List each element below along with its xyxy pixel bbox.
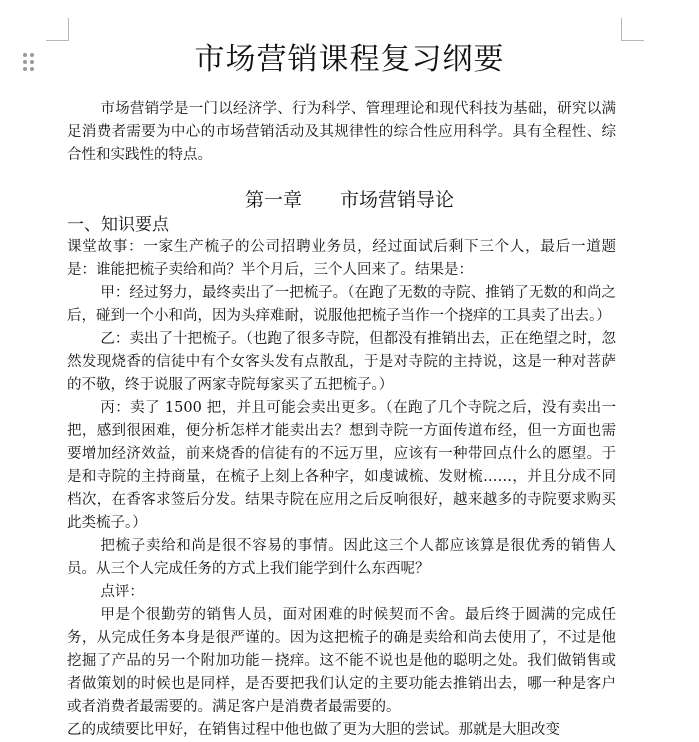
document-title: 市场营销课程复习纲要	[194, 42, 505, 77]
section-heading: 一、知识要点	[67, 215, 169, 235]
comment-label: 点评：	[100, 584, 144, 600]
story-intro-paragraph: 课堂故事：一家生产梳子的公司招聘业务员，经过面试后剩下三个人，最后一道题是：谁能把梳子卖给和尚？半个月后，三个人回来了。结果是：	[67, 239, 616, 278]
body-text	[67, 236, 616, 742]
chapter-title: 第一章 市场营销导论	[244, 189, 454, 211]
page-corner-mark	[46, 18, 69, 41]
intro-paragraph: 市场营销学是一门以经济学、行为科学、管理理论和现代科技为基础，研究以满足消费者需要为中心的市场营销活动及其规律性的综合性应用科学。具有全程性、综合性和实践性的特点。	[67, 101, 616, 163]
candidate-c-paragraph: 丙：卖了 1500 把，并且可能会卖出更多。（在跑了几个寺院之后，没有卖出一把，感到很困难，便分析怎样才能卖出去？想到寺院一方面传道布经，但一方面也需要增加经济效益，前来烧香的信徒有的不远万里，应该有一种带回点什么的愿望。于是和寺院的主持商量，在梳子上刻上各种字，如虔诚梳、发财梳……，并且分成不同档次，在香客求签后分发。结果寺院在应用之后反响很好，越来越多的寺院要求购买此类梳子。）	[67, 400, 616, 531]
comment-a-paragraph: 甲是个很勤劳的销售人员，面对困难的时候契而不舍。最后终于圆满的完成任务，从完成任务本身是很严谨的。因为这把梳子的确是卖给和尚去使用了，不过是他挖掘了产品的另一个附加功能－挠痒。这不能不说也是他的聪明之处。我们做销售或者做策划的时候也是同样，是否要把我们认定的主要功能去推销出去，哪一种是客户或者消费者最需要的。满足客户是消费者最需要的。	[67, 607, 616, 715]
candidate-b-paragraph: 乙：卖出了十把梳子。（也跑了很多寺院，但都没有推销出去，正在绝望之时，忽然发现烧香的信徒中有个女客头发有点散乱，于是对寺院的主持说，这是一种对菩萨的不敬，终于说服了两家寺院每家买了五把梳子。）	[67, 331, 616, 393]
question-paragraph: 把梳子卖给和尚是很不容易的事情。因此这三个人都应该算是很优秀的销售人员。从三个人完成任务的方式上我们能学到什么东西呢？	[67, 538, 616, 577]
page-corner-mark	[621, 18, 644, 41]
comment-b-paragraph: 乙的成绩要比甲好，在销售过程中他也做了更为大胆的尝试。那就是大胆改变	[67, 722, 560, 738]
candidate-a-paragraph: 甲：经过努力，最终卖出了一把梳子。（在跑了无数的寺院、推销了无数的和尚之后，碰到一个小和尚，因为头痒难耐，说服他把梳子当作一个挠痒的工具卖了出去。）	[67, 285, 616, 324]
